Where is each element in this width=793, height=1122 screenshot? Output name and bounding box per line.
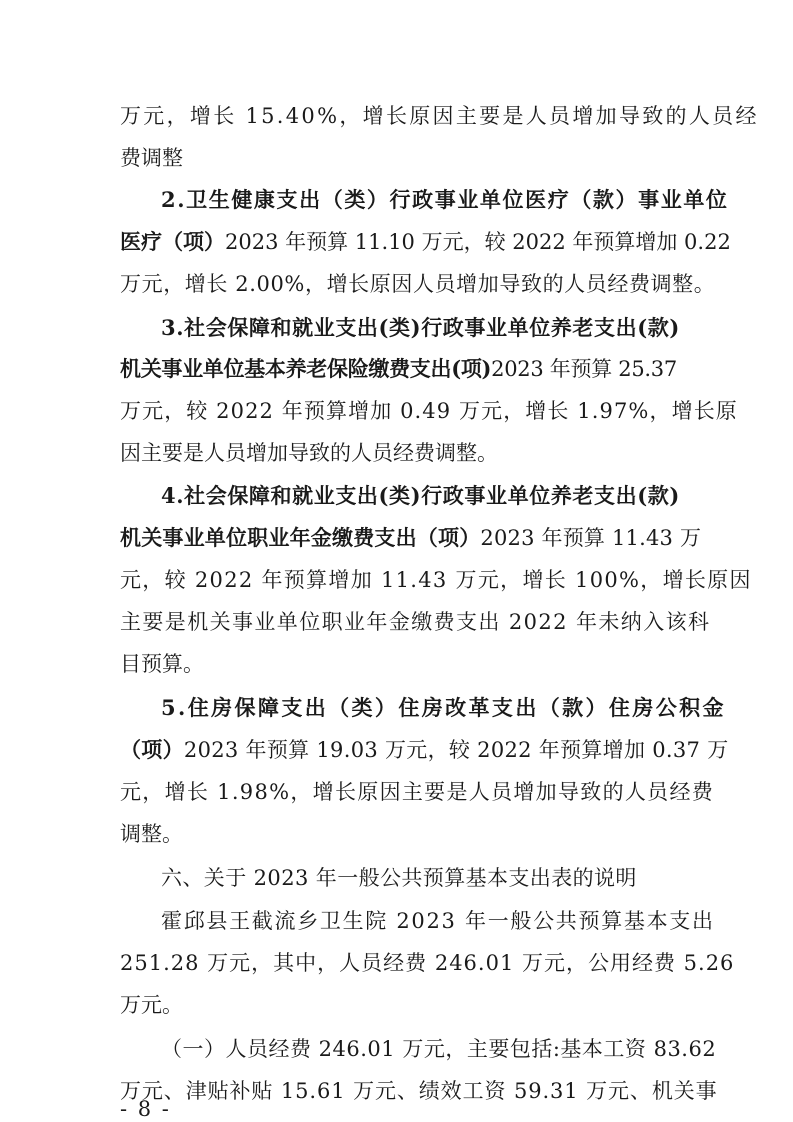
section-heading-4: 4.社会保障和就业支出(类)行政事业单位养老支出(款) xyxy=(161,483,680,508)
paragraph-line xyxy=(120,732,729,768)
paragraph-line xyxy=(120,351,677,387)
section-heading-6: 六、关于 2023 年一般公共预算基本支出表的说明 xyxy=(161,866,637,890)
section-heading-2: 2.卫生健康支出（类）行政事业单位医疗（款）事业单位 xyxy=(161,187,729,212)
page-number: - 8 - xyxy=(120,1097,171,1121)
paragraph-line: 霍邱县王截流乡卫生院 2023 年一般公共预算基本支出 xyxy=(161,909,715,933)
paragraph-line: 调整。 xyxy=(120,822,183,846)
body-text: 2023 年预算 11.43 万 xyxy=(480,526,702,550)
body-text: 2023 年预算 25.37 xyxy=(491,357,677,381)
paragraph-line: 万元，较 2022 年预算增加 0.49 万元，增长 1.97%，增长原 xyxy=(120,399,738,423)
bold-text: 机关事业单位职业年金缴费支出（项） xyxy=(120,525,481,550)
paragraph-line: 元，较 2022 年预算增加 11.43 万元，增长 100%，增长原因 xyxy=(120,568,752,592)
paragraph-line xyxy=(120,520,701,556)
paragraph-line: 目预算。 xyxy=(120,652,204,676)
paragraph-line xyxy=(120,224,731,260)
section-heading-5: 5.住房保障支出（类）住房改革支出（款）住房公积金 xyxy=(161,695,726,720)
paragraph-line: 万元，增长 2.00%，增长原因人员增加导致的人员经费调整。 xyxy=(120,272,716,296)
paragraph-line: 万元，增长 15.40%，增长原因主要是人员增加导致的人员经 xyxy=(120,104,759,128)
paragraph-line: （一）人员经费 246.01 万元，主要包括:基本工资 83.62 xyxy=(161,1037,717,1061)
paragraph-line: 元，增长 1.98%，增长原因主要是人员增加导致的人员经费 xyxy=(120,780,715,804)
paragraph-line: 万元。 xyxy=(120,993,183,1017)
bold-text: （项） xyxy=(120,737,184,762)
paragraph-line: 251.28 万元，其中，人员经费 246.01 万元，公用经费 5.26 xyxy=(120,951,735,975)
body-text: 2023 年预算 19.03 万元，较 2022 年预算增加 0.37 万 xyxy=(183,738,729,762)
paragraph-line: 费调整 xyxy=(120,146,183,170)
paragraph-line: 主要是机关事业单位职业年金缴费支出 2022 年未纳入该科 xyxy=(120,610,711,634)
bold-text: 医疗（项） xyxy=(120,229,225,254)
paragraph-line: 因主要是人员增加导致的人员经费调整。 xyxy=(120,441,498,465)
section-heading-3: 3.社会保障和就业支出(类)行政事业单位养老支出(款) xyxy=(161,315,680,340)
body-text: 2023 年预算 11.10 万元，较 2022 年预算增加 0.22 xyxy=(225,230,731,254)
bold-text: 机关事业单位基本养老保险缴费支出(项) xyxy=(120,356,492,381)
paragraph-line: 万元、津贴补贴 15.61 万元、绩效工资 59.31 万元、机关事 xyxy=(120,1079,718,1103)
